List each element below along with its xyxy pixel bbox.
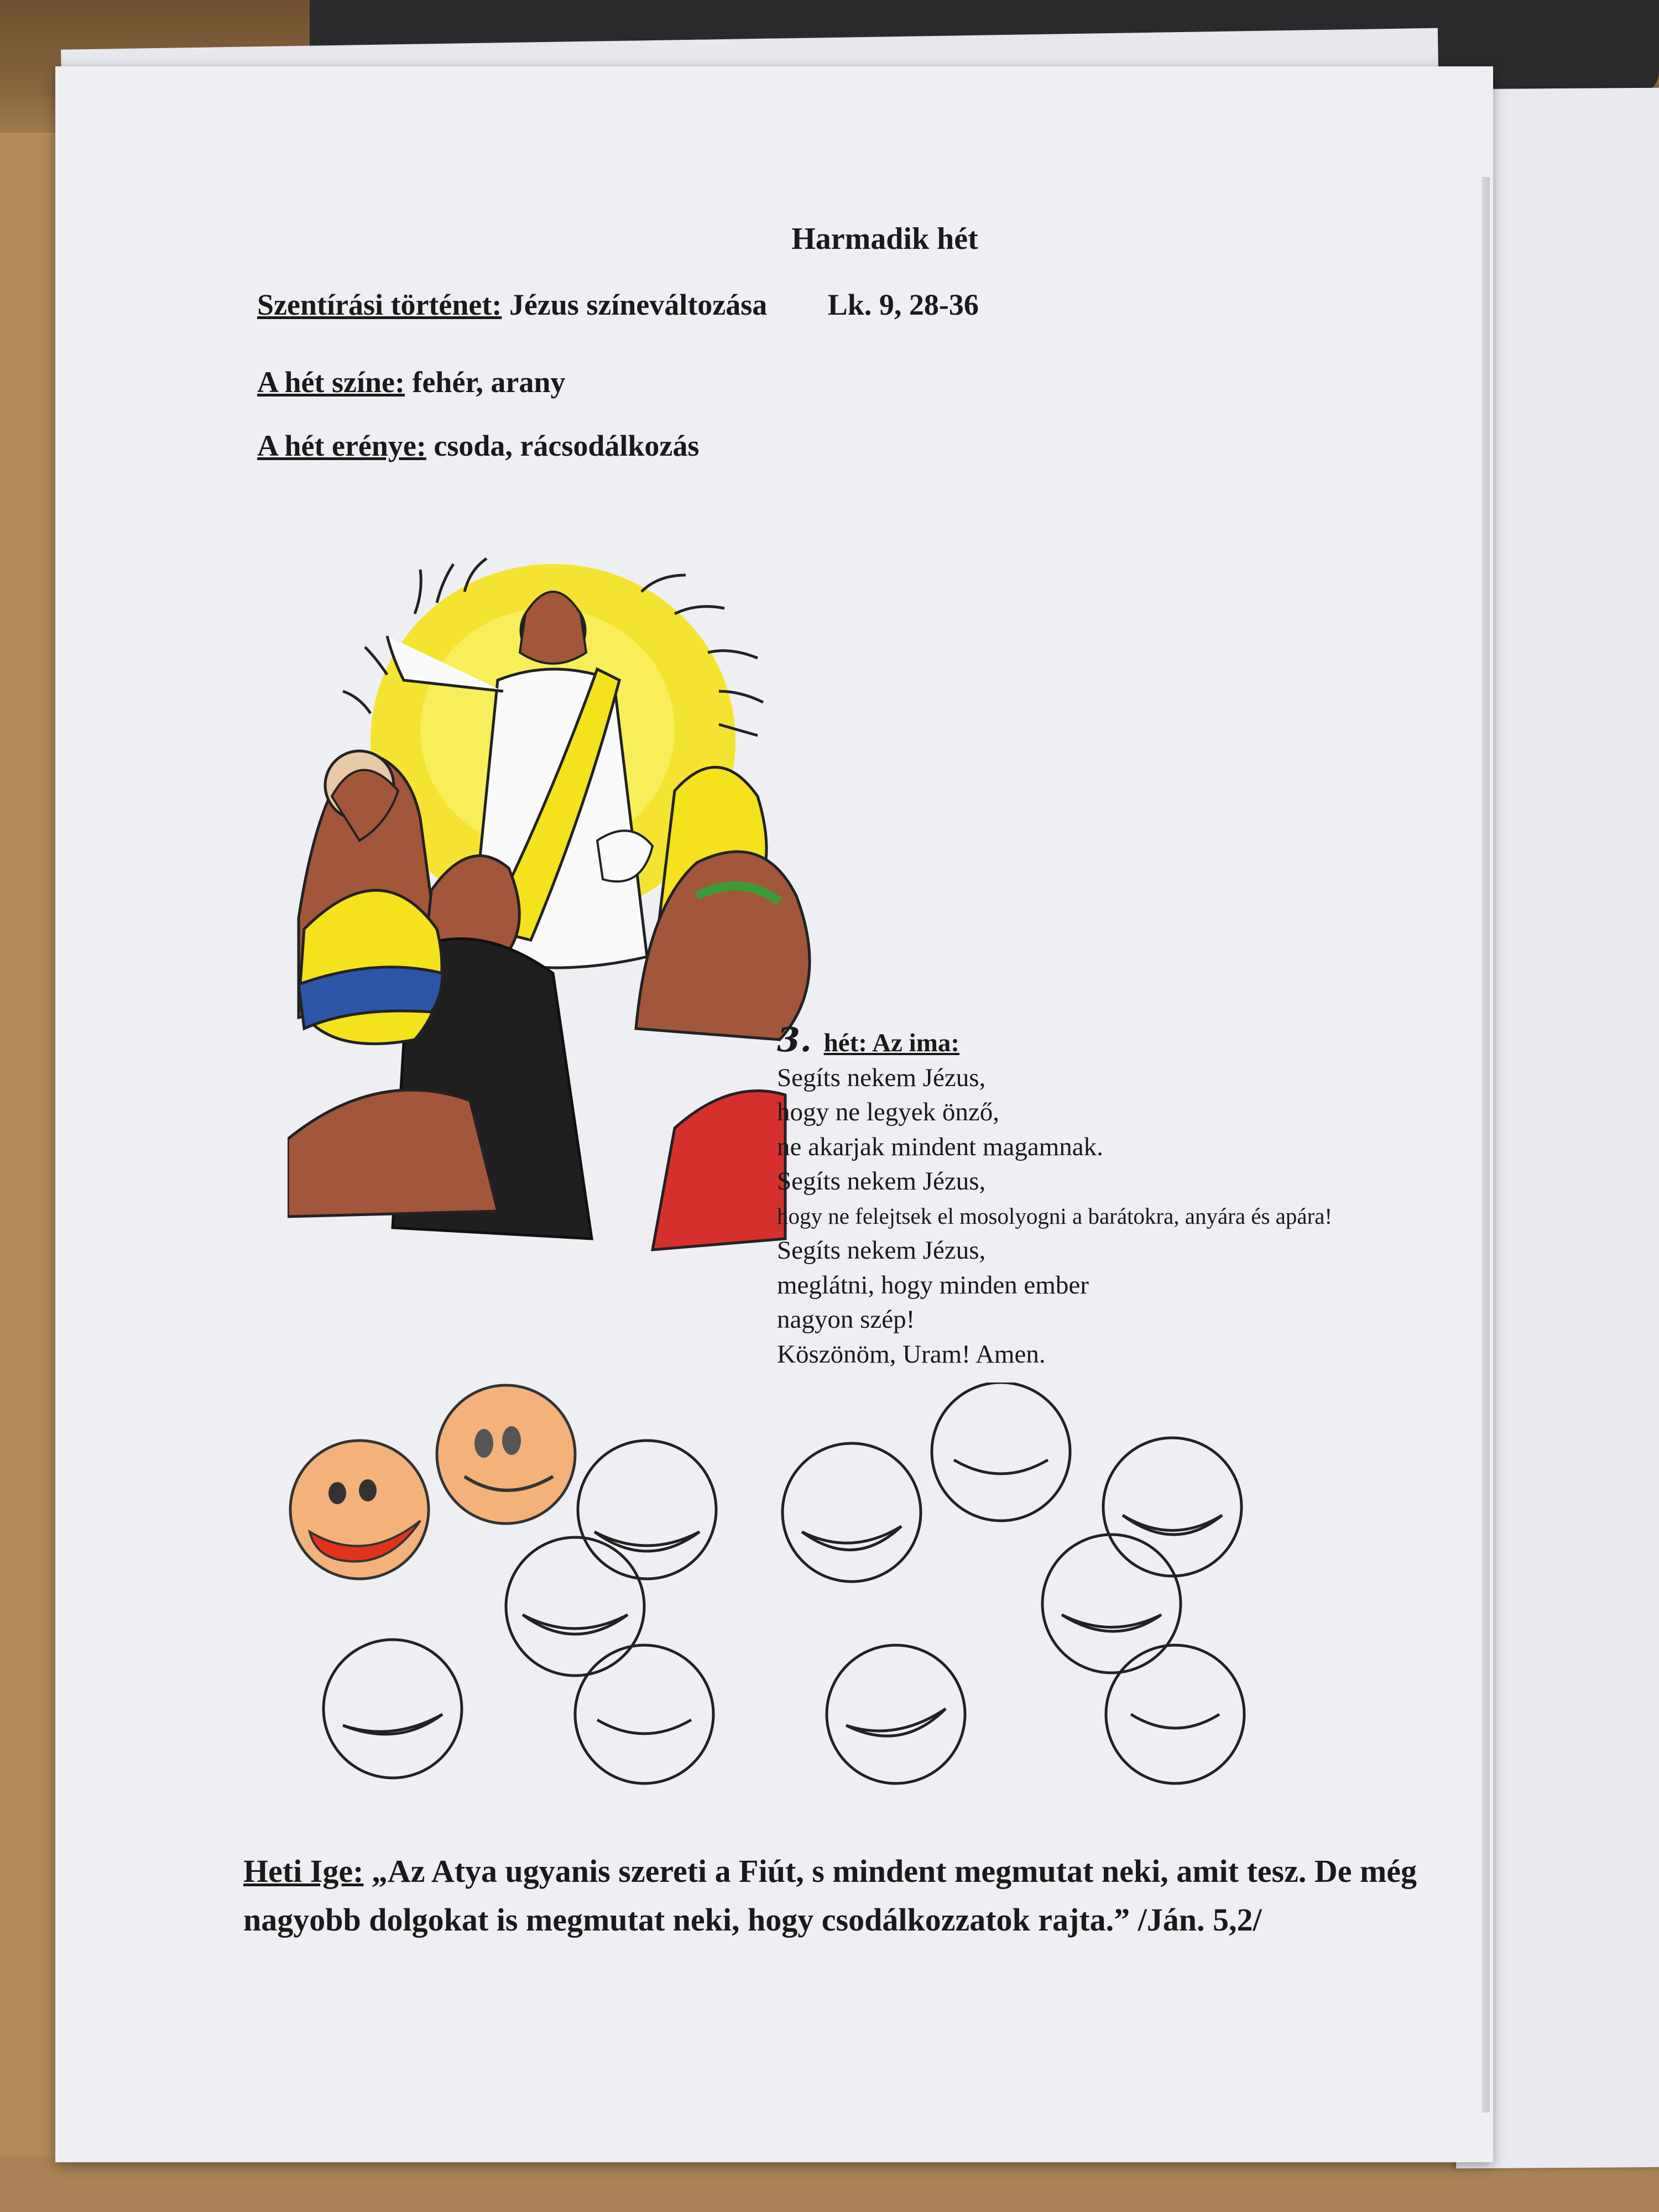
smiley-face-blank: [1042, 1535, 1181, 1673]
virtue-label: A hét erénye:: [257, 429, 426, 462]
desk-edge: [0, 2157, 1659, 2212]
prayer-line: hogy ne legyek önző,: [777, 1098, 1000, 1126]
smiley-faces-grid: [288, 1383, 1383, 1825]
smiley-face-blank: [827, 1645, 965, 1783]
virtue-value: csoda, rácsodálkozás: [434, 429, 700, 462]
prayer-line: hogy ne felejtsek el mosolyogni a barátokra, anyára és apára!: [777, 1203, 1333, 1229]
verse-label: Heti Ige:: [243, 1853, 364, 1889]
prayer-line: meglátni, hogy minden ember: [777, 1270, 1089, 1300]
story-value: Jézus színeváltozása: [509, 288, 768, 321]
color-line: [257, 365, 565, 399]
smiley-face-blank: [1103, 1438, 1241, 1576]
smiley-face-colored: [437, 1385, 575, 1524]
prayer-line: Segíts nekem Jézus,: [777, 1063, 986, 1092]
color-value: fehér, arany: [412, 366, 566, 399]
verse-text: „Az Atya ugyanis szereti a Fiút, s mindent megmutat neki, amit tesz. De még nagyobb dolgokat is megmutat neki, hogy csodálkozzatok rajta.” /Ján. 5,2/: [243, 1853, 1417, 1938]
smiley-face-blank: [506, 1537, 644, 1676]
smiley-face-blank: [932, 1383, 1070, 1521]
smiley-face-blank: [578, 1441, 716, 1579]
prayer-line: Köszönöm, Uram! Amen.: [777, 1339, 1046, 1369]
prayer-line: Segíts nekem Jézus,: [777, 1167, 986, 1196]
story-label: Szentírási történet:: [257, 288, 502, 321]
prayer-line: ne akarjak mindent magamnak.: [777, 1132, 1103, 1161]
weekly-verse: [243, 1847, 1460, 1944]
prayer-heading: [777, 1023, 1496, 1061]
virtue-line: [257, 429, 699, 463]
smiley-face-colored: [290, 1441, 429, 1579]
story-line: [257, 288, 979, 322]
color-label: A hét színe:: [257, 366, 405, 399]
smiley-face-blank: [1106, 1645, 1244, 1783]
prayer-line: nagyon szép!: [777, 1305, 915, 1334]
smiley-face-blank: [575, 1645, 713, 1783]
prayer-line: Segíts nekem Jézus,: [777, 1236, 986, 1265]
smiley-face-blank: [324, 1640, 462, 1778]
prayer-block: [777, 1023, 1496, 1371]
sheet-title: Harmadik hét: [791, 222, 978, 256]
worksheet-page: [55, 66, 1493, 2162]
story-reference: Lk. 9, 28-36: [827, 288, 979, 321]
prayer-heading-text: hét: Az ima:: [823, 1029, 960, 1057]
smiley-face-blank: [782, 1443, 921, 1582]
week-number: 3.: [777, 1021, 812, 1060]
